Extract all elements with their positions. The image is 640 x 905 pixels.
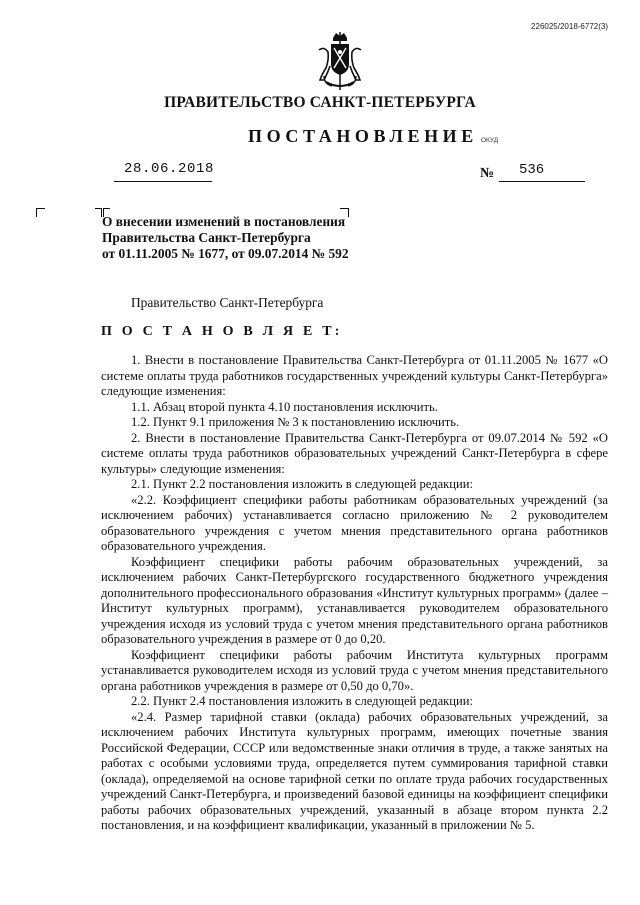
paragraph: Коэффициент специфики работы рабочим Института культурных программ устанавливается руководителем исходя из условий труда с учетом мнения представительного органа работников учреждения в размере от 0,50 до 0,70». xyxy=(101,647,608,693)
document-body xyxy=(101,353,608,834)
document-type-title: ПОСТАНОВЛЕНИЕ xyxy=(248,126,478,146)
number-underline xyxy=(499,181,585,182)
document-subject xyxy=(102,214,349,262)
paragraph: 2. Внести в постановление Правительства Санкт-Петербурга от 09.07.2014 № 592 «О системе оплаты труда работников образовательных учреждений Санкт-Петербурга в сфере культуры» следующие изменения: xyxy=(101,430,608,476)
paragraph: «2.4. Размер тарифной ставки (оклада) рабочих образовательных учреждений, за исключением рабочих Института культурных программ, имеющих почетные звания Российской Федерации, СССР или ведомственные знаки отличия в труде, а также занятых на работах с особыми условиями труда, определяется путем суммирования тарифной ставки (оклада), определяемой на основе тарифной сетки по оплате труда рабочих государственных учреждений Санкт-Петербурга, и произведений базовой единицы на коэффициент специфики работы рабочих образовательных учреждений, указанный в абзаце втором пункта 2.2 постановления, и на коэффициент квалификации, указанный в приложении № 5. xyxy=(101,709,608,832)
subject-line: от 01.11.2005 № 1677, от 09.07.2014 № 592 xyxy=(102,246,349,261)
paragraph: 2.2. Пункт 2.4 постановления изложить в следующей редакции: xyxy=(131,694,474,708)
date-underline xyxy=(114,181,212,182)
paragraph: Коэффициент специфики работы рабочим образовательных учреждений, за исключением рабочих Санкт-Петербургского государственного бюджетного учреждения дополнительного профессионального образования «Институт культурных программ» (далее – Институт культурных программ), устанавливается руководителем образовательного учреждения исходя из условий труда с учетом мнения представительного органа работников образовательного учреждения в размере от 0 до 0,20. xyxy=(101,554,608,646)
paragraph: 1.1. Абзац второй пункта 4.10 постановления исключить. xyxy=(131,399,438,414)
paragraph: 1. Внести в постановление Правительства Санкт-Петербурга от 01.11.2005 № 1677 «О системе оплаты труда работников государственных учреждений культуры Санкт-Петербурга» следующие изменения: xyxy=(101,353,608,398)
subject-line: Правительства Санкт-Петербурга xyxy=(102,230,311,245)
coat-of-arms-emblem xyxy=(316,30,364,92)
corner-mark xyxy=(95,208,102,217)
document-date: 28.06.2018 xyxy=(124,161,215,177)
corner-mark xyxy=(36,208,45,217)
paragraph: 2.1. Пункт 2.2 постановления изложить в следующей редакции: xyxy=(131,477,474,491)
document-number-value: 536 xyxy=(519,162,545,178)
government-title: ПРАВИТЕЛЬСТВО САНКТ-ПЕТЕРБУРГА xyxy=(164,94,476,111)
subject-line: О внесении изменений в постановления xyxy=(102,214,346,229)
decree-word: П О С Т А Н О В Л Я Е Т: xyxy=(101,324,343,339)
number-sign: № xyxy=(480,166,495,181)
paragraph: «2.2. Коэффициент специфики работы работникам образовательных учреждений (за исключением рабочих) устанавливается согласно приложению № 2 руководителем образовательного учреждения с учетом мнения представительного органа работников образовательного учреждения. xyxy=(101,492,608,553)
issuer: Правительство Санкт-Петербурга xyxy=(131,295,324,310)
paragraph: 1.2. Пункт 9.1 приложения № 3 к постановлению исключить. xyxy=(131,415,460,429)
okud-label: ОКУД xyxy=(481,137,499,144)
document-number: 226025/2018-6772(3) xyxy=(531,22,608,31)
